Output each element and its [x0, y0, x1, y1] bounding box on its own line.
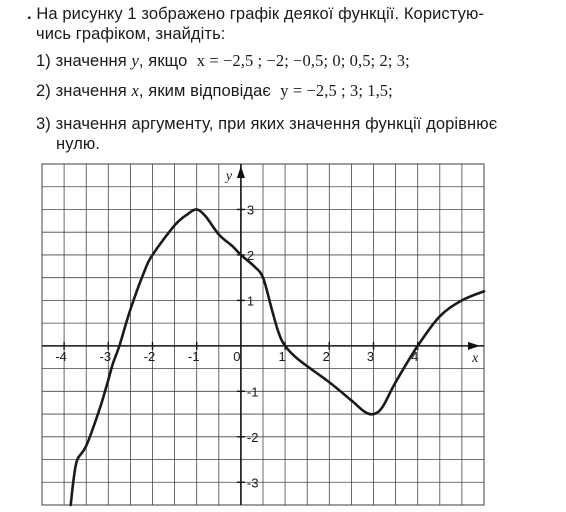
function-curve-group [71, 209, 484, 505]
y-axis-name: y [225, 169, 233, 184]
x-tick-label: -1 [187, 348, 200, 364]
x-tick-label: 2 [322, 348, 330, 364]
task-number-2: 2) [36, 82, 51, 100]
function-curve [71, 209, 484, 505]
task-number-3: 3) [36, 115, 51, 133]
y-axis-arrow-icon [237, 166, 245, 178]
task-1-condition: x = −2,5 ; −2; −0,5; 0; 0,5; 2; 3; [196, 51, 410, 70]
x-axis-name: x [472, 350, 479, 366]
problem-intro-text-1: На рисунку 1 зображено графік деякої функції. Користую- [36, 5, 485, 23]
task-1-text-after: , якщо [138, 52, 188, 70]
task-2-text-after: , яким відповідає [138, 82, 271, 100]
y-tick-label: -3 [246, 475, 259, 491]
bullet-marker: . [27, 5, 37, 23]
y-tick-label: 2 [246, 247, 255, 263]
task-3-text-2: нулю. [56, 135, 101, 153]
y-tick-label: -2 [246, 429, 259, 445]
task-3-text-1: значення аргументу, при яких значення функції дорівнює [55, 115, 498, 133]
task-2-text: значення [55, 82, 127, 100]
x-tick-label: -2 [143, 348, 156, 364]
task-1-text: значення [55, 52, 127, 70]
y-tick-label: -1 [246, 384, 259, 400]
x-tick-label: 4 [411, 348, 419, 364]
y-tick-label: 1 [246, 293, 255, 309]
x-tick-label: 1 [278, 348, 286, 364]
x-tick-label: 0 [233, 348, 241, 364]
x-axis-arrow-icon [468, 342, 480, 350]
x-tick-label: -3 [99, 348, 112, 364]
task-2-condition: y = −2,5 ; 3; 1,5; [280, 81, 393, 100]
grid [42, 164, 484, 505]
x-tick-label: -4 [55, 348, 67, 364]
task-2-variable: x [131, 81, 139, 100]
x-tick-label: 3 [366, 348, 375, 364]
problem-intro-text-2: чись графіком, знайдіть: [36, 25, 226, 43]
y-tick-label: 3 [246, 202, 255, 218]
task-1-variable: y [131, 51, 139, 70]
task-number-1: 1) [36, 52, 51, 70]
